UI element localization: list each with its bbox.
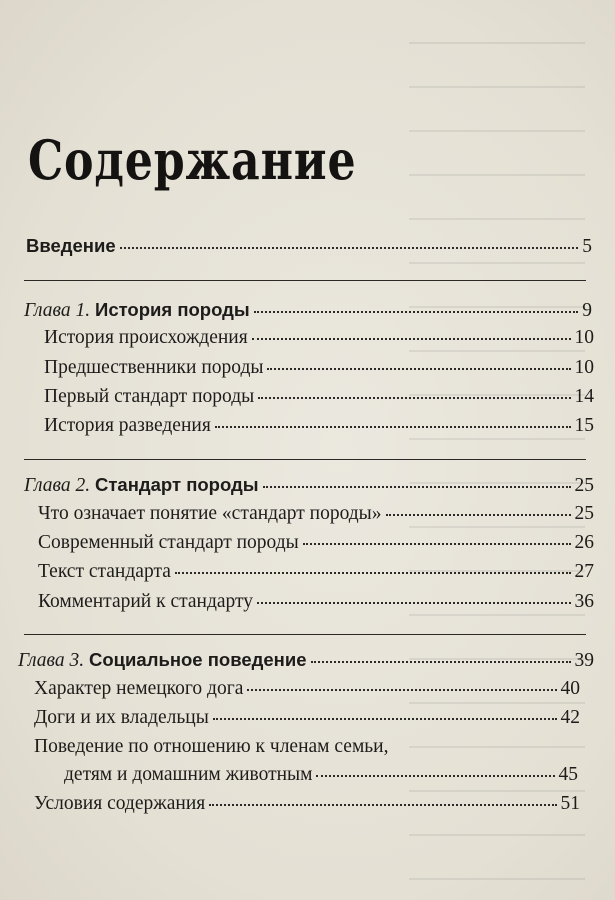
- toc-page-number: 26: [574, 532, 594, 553]
- divider: [24, 280, 586, 281]
- chapter-prefix: Глава 2.: [24, 475, 91, 496]
- toc-entry-label: Современный стандарт породы: [38, 532, 299, 553]
- leader-dots: [209, 804, 556, 806]
- chapter-title: Стандарт породы: [95, 474, 259, 495]
- toc-entry-label: Условия содержания: [34, 793, 206, 814]
- toc-entry-label[interactable]: Поведение по отношению к членам семьи,: [34, 736, 389, 757]
- toc-entry-intro[interactable]: [26, 234, 592, 259]
- toc-entry[interactable]: [34, 677, 580, 701]
- page-title: Содержание: [28, 128, 357, 192]
- toc-entry[interactable]: [38, 560, 594, 584]
- toc-page-number: 27: [574, 561, 594, 582]
- leader-dots: [267, 368, 570, 370]
- toc-page-number: 10: [574, 357, 594, 378]
- toc-page-number: 14: [574, 386, 594, 407]
- divider: [24, 634, 586, 635]
- toc-chapter-1[interactable]: [24, 298, 592, 323]
- toc-chapter-2[interactable]: [24, 473, 594, 498]
- toc-entry-label: Предшественники породы: [44, 357, 264, 378]
- toc-entry-label: Текст стандарта: [38, 561, 171, 582]
- divider: [24, 459, 586, 460]
- toc-entry-label: История происхождения: [44, 327, 248, 348]
- toc-page-number: 36: [574, 591, 594, 612]
- toc-page-number: 9: [582, 300, 592, 321]
- toc-entry[interactable]: [34, 792, 580, 816]
- chapter-prefix: Глава 1.: [24, 300, 91, 321]
- toc-page-number: 40: [560, 678, 580, 699]
- leader-dots: [303, 543, 571, 545]
- leader-dots: [258, 397, 570, 399]
- leader-dots: [254, 311, 579, 313]
- leader-dots: [316, 775, 554, 777]
- toc-entry[interactable]: [44, 326, 594, 350]
- toc-entry[interactable]: [38, 502, 594, 526]
- leader-dots: [120, 247, 579, 249]
- toc-entry-label: Характер немецкого дога: [34, 678, 244, 699]
- toc-page-number: 5: [582, 236, 592, 257]
- toc-entry[interactable]: [44, 385, 594, 409]
- toc-entry-label: Что означает понятие «стандарт породы»: [38, 503, 382, 524]
- leader-dots: [213, 718, 557, 720]
- toc-page-number: 25: [574, 503, 594, 524]
- toc-entry-continuation: детям и домашним животным: [64, 764, 313, 785]
- toc-entry[interactable]: [64, 763, 578, 787]
- toc-page-number: 42: [560, 707, 580, 728]
- toc-chapter-3[interactable]: [18, 648, 594, 673]
- toc-page-number: 45: [558, 764, 578, 785]
- toc-entry-label: Первый стандарт породы: [44, 386, 255, 407]
- chapter-prefix: Глава 3.: [18, 650, 85, 671]
- toc-entry-label: Доги и их владельцы: [34, 707, 209, 728]
- toc-page-number: 39: [574, 650, 594, 671]
- leader-dots: [311, 661, 571, 663]
- toc-entry[interactable]: [34, 706, 580, 730]
- leader-dots: [252, 338, 571, 340]
- leader-dots: [257, 602, 570, 604]
- leader-dots: [263, 486, 571, 488]
- toc-page-number: 15: [574, 415, 594, 436]
- toc-page-number: 10: [574, 327, 594, 348]
- toc-entry[interactable]: [44, 356, 594, 380]
- leader-dots: [175, 572, 571, 574]
- leader-dots: [386, 514, 571, 516]
- toc-page-number: 25: [574, 475, 594, 496]
- toc-page-number: 51: [560, 793, 580, 814]
- toc-entry[interactable]: [44, 414, 594, 438]
- toc-entry[interactable]: [38, 531, 594, 555]
- leader-dots: [215, 426, 571, 428]
- chapter-title: Социальное поведение: [89, 649, 307, 670]
- toc-entry-label: История разведения: [44, 415, 211, 436]
- leader-dots: [247, 689, 556, 691]
- toc-entry[interactable]: [38, 590, 594, 614]
- toc-entry-label: Введение: [26, 235, 116, 256]
- toc-entry-label: Комментарий к стандарту: [38, 591, 254, 612]
- chapter-title: История породы: [95, 299, 250, 320]
